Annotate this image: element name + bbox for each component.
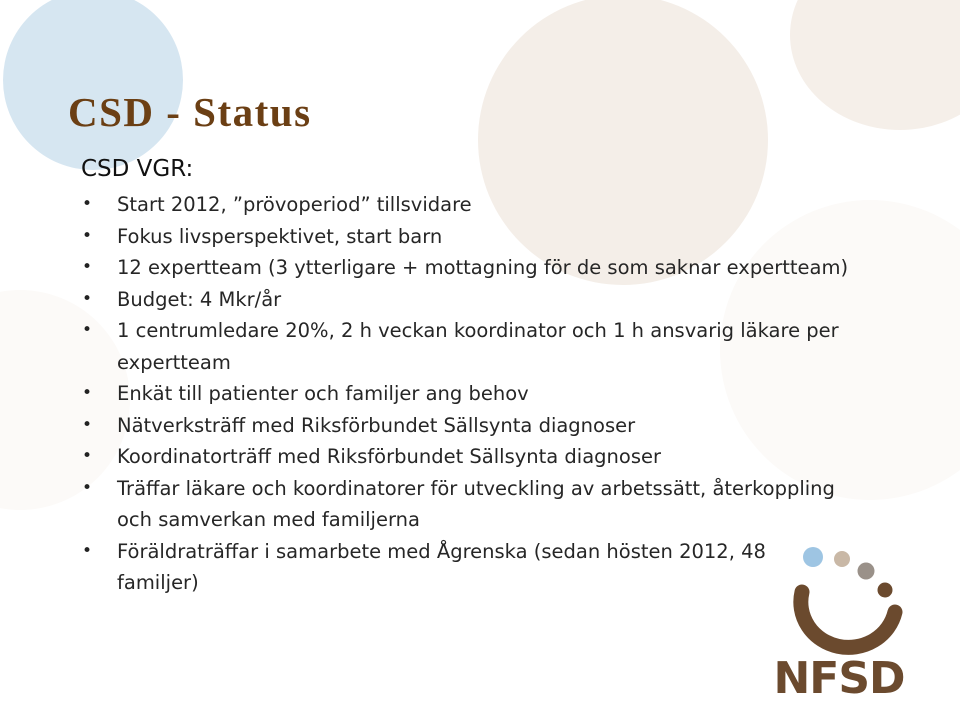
bullet-list [80,189,850,599]
logo-dot-taupe [834,551,850,567]
decorative-circle-blue [3,0,183,170]
logo-dot-brown [878,583,893,598]
bullet-item: • Fokus livsperspektivet, start barn [80,221,850,253]
logo-smile-arc [801,592,895,647]
bullet-item: • Budget: 4 Mkr/år [80,284,850,316]
bullet-item: • Enkät till patienter och familjer ang behov [80,378,850,410]
decorative-circle-beige-right [790,0,960,130]
logo-dot-blue [803,547,823,567]
bullet-item: • 12 expertteam (3 ytterligare + mottagning för de som saknar expertteam) [80,252,850,284]
slide-title: CSD - Status [68,89,312,135]
nfsd-logo [758,540,918,700]
bullet-item: • Nätverksträff med Riksförbundet Sällsynta diagnoser [80,410,850,442]
bullet-item: • Träffar läkare och koordinatorer för utveckling av arbetssätt, återkoppling och samverkan med familjerna [80,473,850,536]
bullet-item: • Föräldraträffar i samarbete med Ågrenska (sedan hösten 2012, 48 familjer) [80,536,850,599]
bullet-item: • Koordinatorträff med Riksförbundet Sällsynta diagnoser [80,441,850,473]
logo-dot-gray [858,563,875,580]
section-heading: CSD VGR: [81,156,194,182]
logo-wordmark: NFSD [773,653,905,700]
bullet-item: • 1 centrumledare 20%, 2 h veckan koordinator och 1 h ansvarig läkare per expertteam [80,315,850,378]
bullet-item: • Start 2012, ”prövoperiod” tillsvidare [80,189,850,221]
